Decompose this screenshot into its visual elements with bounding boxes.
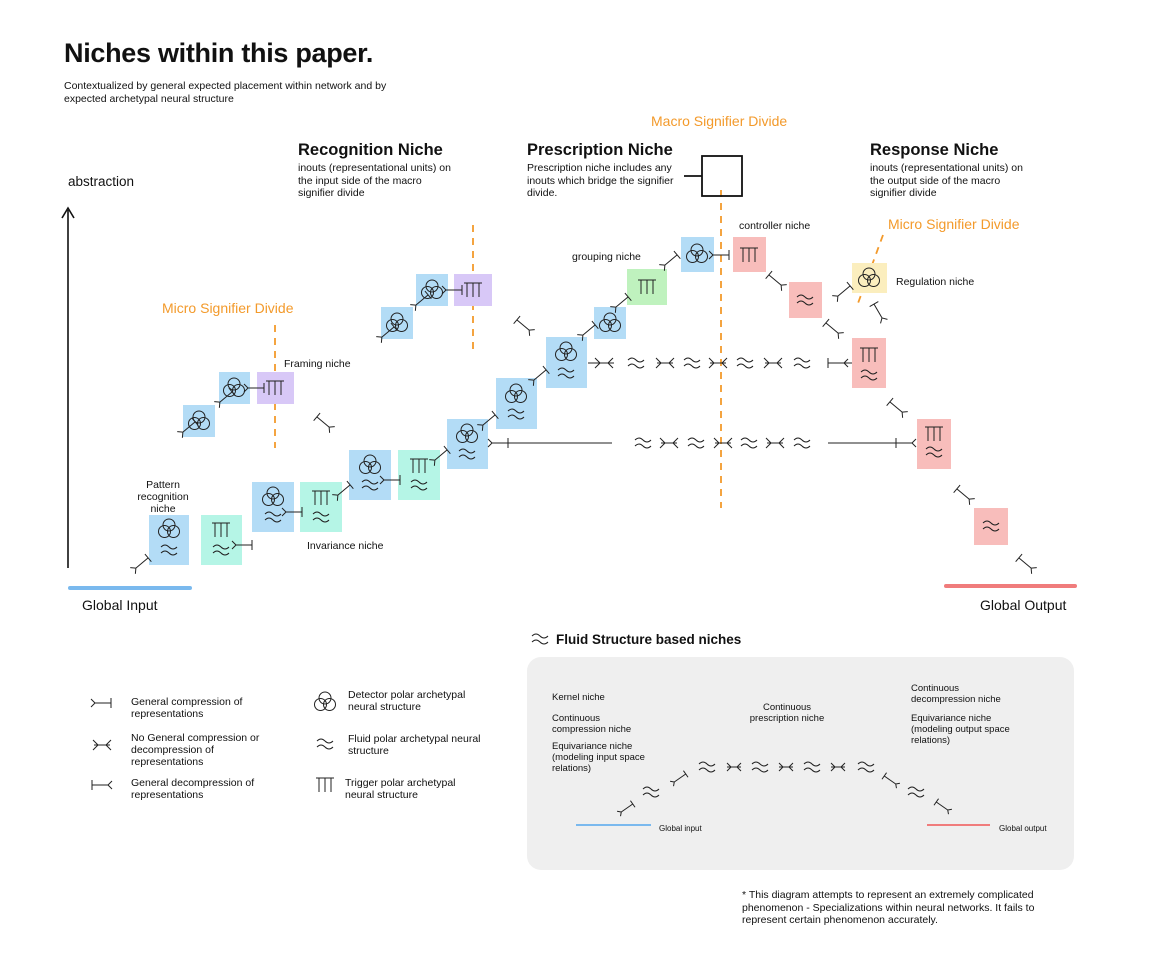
trigger-fluid-box-response-1 — [852, 338, 886, 388]
trigger-fluid-box-response-2 — [917, 419, 951, 469]
recognition-niche-desc: inouts (representational units) on the input side of the macro signifier divide — [298, 162, 451, 199]
detector-box-8 — [681, 237, 714, 272]
detector-box-7 — [594, 307, 626, 339]
invariance-niche-label: Invariance niche — [307, 540, 384, 552]
response-niche-title: Response Niche — [870, 141, 999, 159]
grouping-niche-box — [627, 269, 667, 305]
legend-trigger-icon — [316, 778, 334, 792]
recognition-niche-title: Recognition Niche — [298, 141, 443, 159]
legend-decompression-icon — [92, 780, 112, 790]
legend-no-compression-icon — [93, 740, 111, 750]
controller-niche-label: controller niche — [739, 220, 811, 232]
footnote: * This diagram attempts to represent an extremely complicated phenomenon - Specializations within neural networks. It fails to represent certain phenomenon accurately. — [742, 889, 1035, 926]
fluid-panel-heading: Fluid Structure based niches — [556, 632, 742, 647]
cont-prescription-label: Continuous prescription niche — [749, 702, 825, 724]
legend-detector-text: Detector polar archetypal neural structure — [348, 689, 466, 713]
response-niche-desc: inouts (representational units) on the output side of the macro signifier divide — [870, 162, 1023, 199]
grouping-niche-label: grouping niche — [572, 251, 641, 263]
detector-fluid-box-6 — [546, 337, 587, 388]
kernel-niche-label: Kernel niche — [552, 692, 605, 703]
cont-decompression-label: Continuous decompression niche — [911, 683, 1001, 705]
legend-no-compression-text: No General compression or decompression of representations — [131, 732, 260, 768]
fluid-heading-icon — [532, 634, 548, 644]
prescription-niche-desc: Prescription niche includes any inouts which bridge the signifier divide. — [527, 162, 674, 199]
global-output-label: Global Output — [980, 597, 1067, 613]
cont-compression-label: Continuous compression niche — [552, 713, 632, 735]
legend-fluid-icon — [317, 739, 333, 749]
legend-trigger-text: Trigger polar archetypal neural structure — [345, 777, 456, 801]
detector-box-framing-1 — [183, 405, 215, 437]
regulation-niche-label: Regulation niche — [896, 276, 975, 288]
page-title: Niches within this paper. — [64, 38, 374, 68]
micro-divide-right-label: Micro Signifier Divide — [888, 216, 1020, 232]
equivariance-in-label: Equivariance niche (modeling input space relations) — [552, 741, 645, 774]
fluid-box-response-2 — [974, 508, 1008, 545]
y-axis-label: abstraction — [68, 174, 135, 189]
detector-fluid-box-4 — [447, 419, 488, 469]
trigger-box-1 — [201, 515, 242, 565]
detector-fluid-box-3 — [349, 450, 391, 500]
legend-compression-text: General compression of representations — [131, 696, 243, 720]
fluid-global-output-label: Global output — [999, 824, 1047, 833]
controller-niche-box — [733, 237, 766, 272]
pattern-recognition-box — [149, 515, 189, 565]
page-subtitle: Contextualized by general expected placement within network and by expected archetypal neural structure — [64, 80, 387, 105]
legend-fluid-text: Fluid polar archetypal neural structure — [348, 733, 481, 757]
invariance-box — [300, 482, 342, 532]
prescription-niche-title: Prescription Niche — [527, 141, 673, 159]
macro-divide-label: Macro Signifier Divide — [651, 113, 788, 129]
global-input-label: Global Input — [82, 597, 158, 613]
detector-fluid-box-2 — [252, 482, 294, 532]
fluid-box-response-1 — [789, 282, 822, 318]
legend-compression-icon — [91, 698, 111, 708]
pattern-recognition-label: Pattern recognition niche — [137, 479, 189, 515]
fluid-global-input-label: Global input — [659, 824, 702, 833]
legend-decompression-text: General decompression of representations — [131, 777, 255, 801]
framing-niche-label: Framing niche — [284, 358, 351, 370]
regulation-niche-box — [852, 263, 887, 293]
macro-divide-box — [702, 156, 742, 196]
equivariance-out-label: Equivariance niche (modeling output space relations) — [911, 713, 1010, 746]
legend-detector-icon — [315, 692, 336, 711]
micro-divide-left-label: Micro Signifier Divide — [162, 300, 294, 316]
trigger-fluid-box-3 — [398, 450, 440, 500]
detector-fluid-box-5 — [496, 378, 537, 429]
